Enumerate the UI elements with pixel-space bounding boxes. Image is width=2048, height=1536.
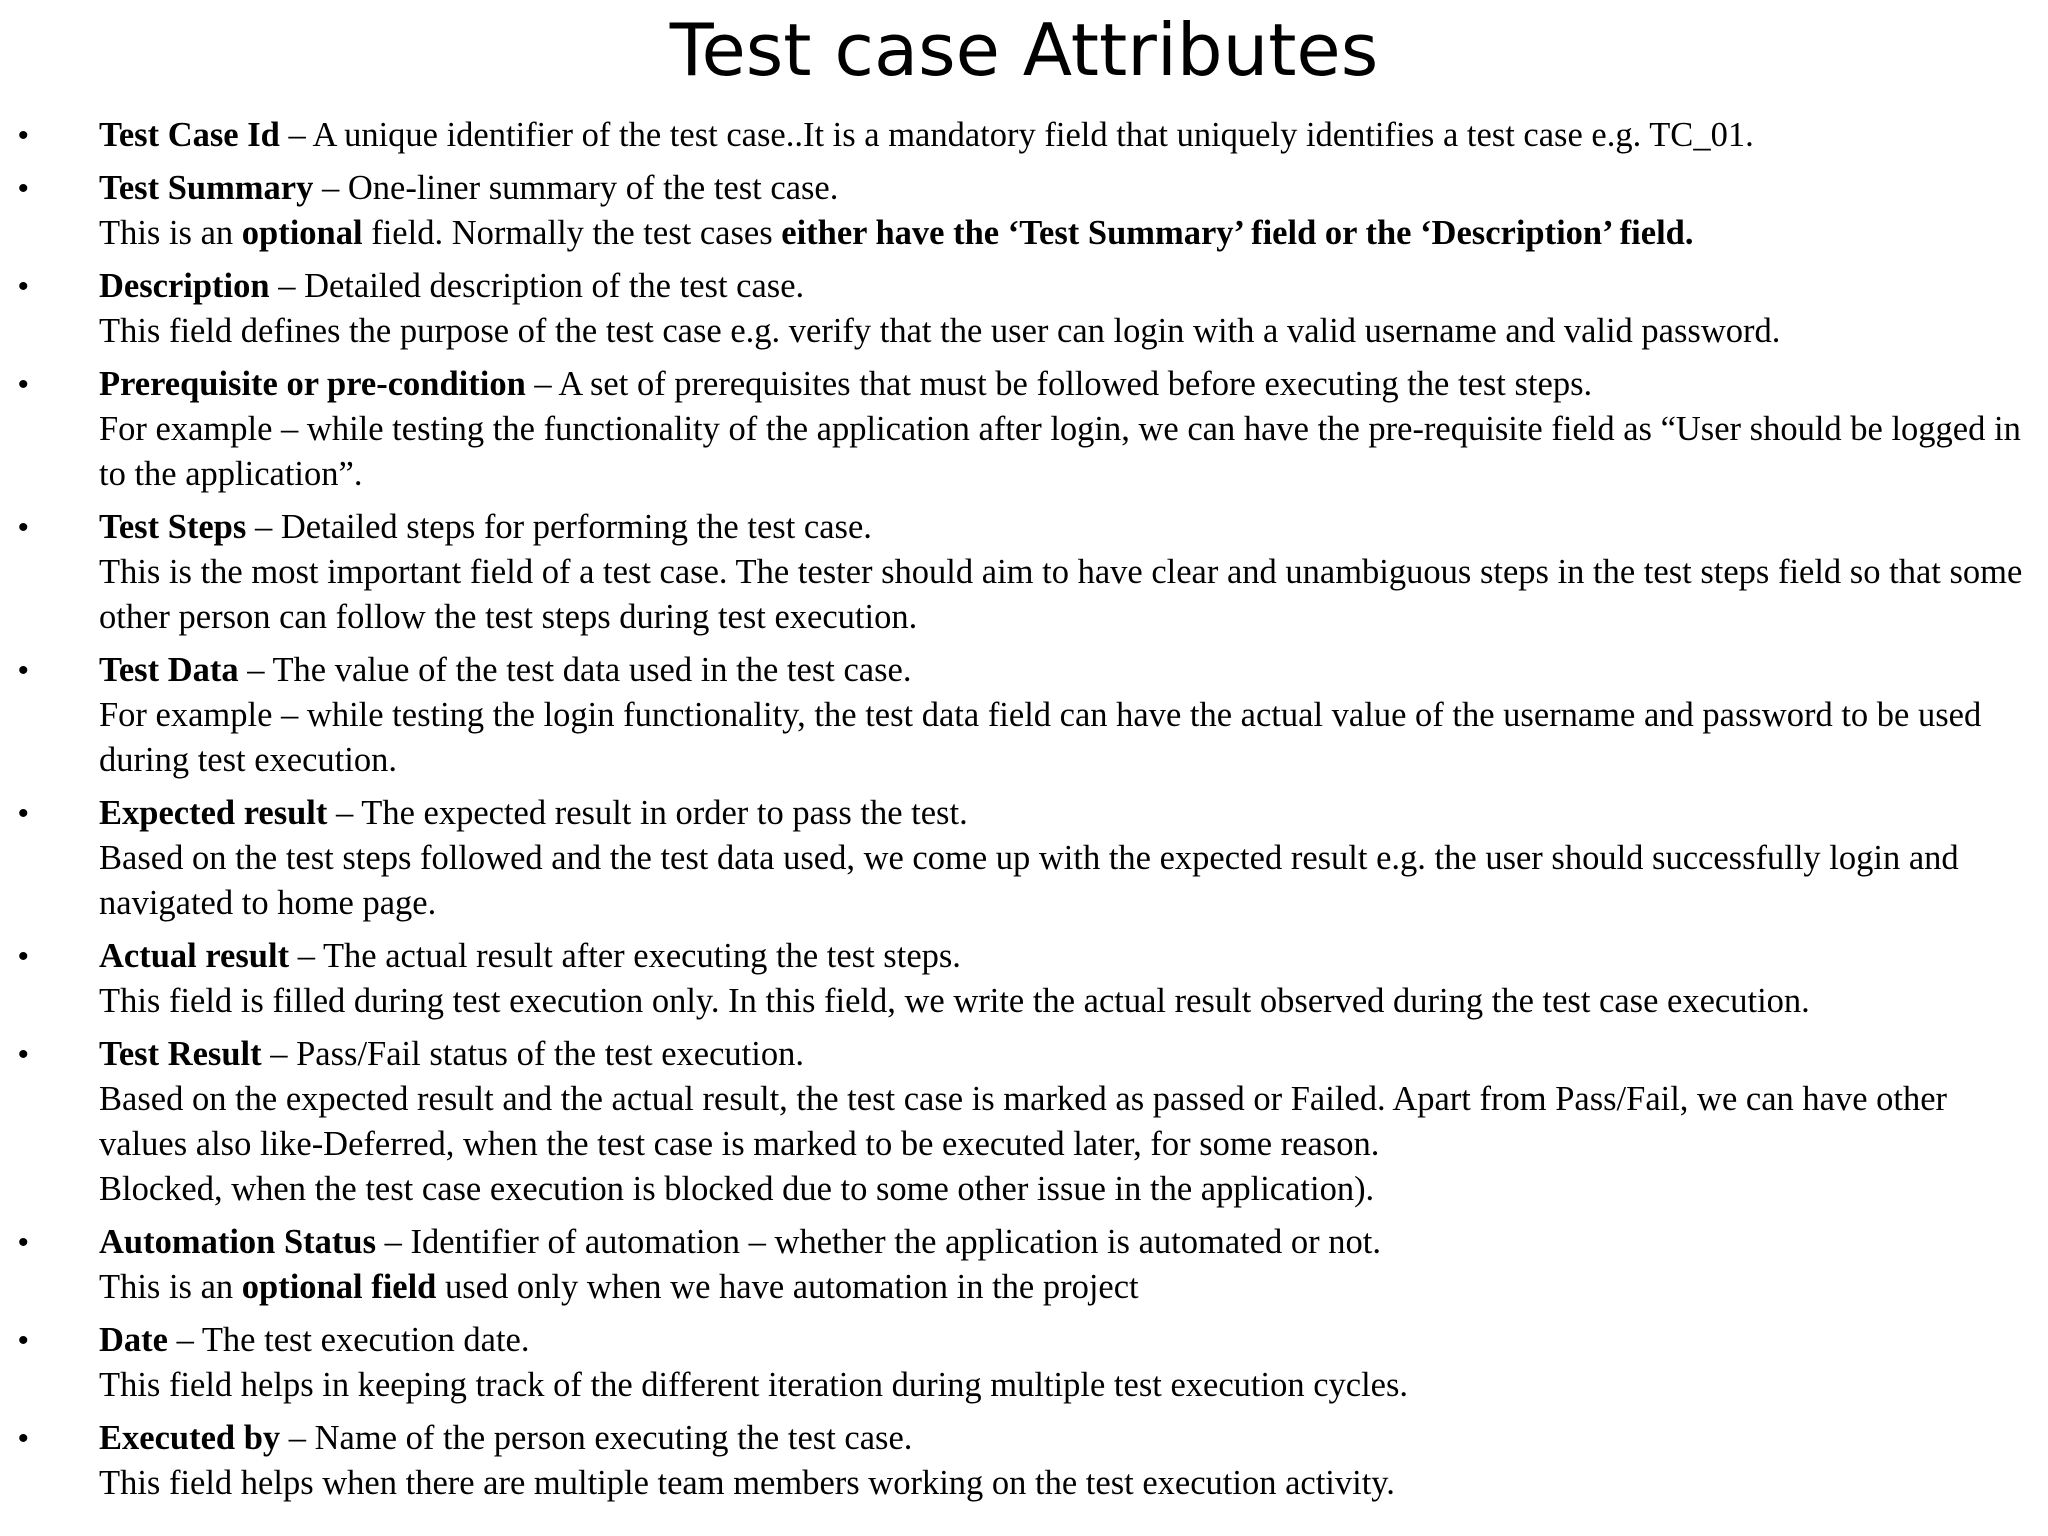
attribute-summary: – Name of the person executing the test case. — [280, 1419, 913, 1457]
bullet-icon: • — [18, 1038, 29, 1071]
detail-text: For example – while testing the login functionality, the test data field can have the actual value of the username and password to be used during test execution. — [99, 696, 1982, 779]
list-item — [0, 1416, 2048, 1506]
attribute-heading — [99, 1220, 2040, 1265]
attribute-detail — [99, 979, 2040, 1024]
attribute-detail — [99, 1363, 2040, 1408]
list-item — [0, 1220, 2048, 1310]
detail-text: used only when we have automation in the project — [436, 1268, 1139, 1306]
attribute-heading — [99, 1032, 2040, 1077]
attribute-detail — [99, 693, 2040, 783]
detail-text: For example – while testing the functionality of the application after login, we can have the pre-requisite field as “User should be logged in to the application”. — [99, 410, 2021, 493]
list-item — [0, 934, 2048, 1024]
attribute-list — [0, 113, 2048, 1514]
bullet-icon: • — [18, 119, 29, 152]
bullet-icon: • — [18, 940, 29, 973]
attribute-detail — [99, 211, 2040, 256]
attribute-detail — [99, 836, 2040, 926]
slide-title: Test case Attributes — [669, 8, 1379, 92]
list-item — [0, 362, 2048, 497]
bullet-icon: • — [18, 797, 29, 830]
attribute-heading — [99, 648, 2040, 693]
attribute-detail — [99, 1167, 2040, 1212]
detail-text: This field helps in keeping track of the different iteration during multiple test execution cycles. — [99, 1366, 1409, 1404]
bullet-icon: • — [18, 172, 29, 205]
list-item — [0, 791, 2048, 926]
list-item — [0, 648, 2048, 783]
attribute-summary: – The test execution date. — [167, 1321, 530, 1359]
detail-text: Blocked, when the test case execution is blocked due to some other issue in the application). — [99, 1170, 1375, 1208]
attribute-term: Date — [99, 1321, 168, 1359]
emphasis-text: optional field — [241, 1268, 437, 1306]
attribute-summary: – A unique identifier of the test case..It is a mandatory field that uniquely identifies a test case e.g. TC_01. — [279, 116, 1754, 154]
attribute-term: Test Case Id — [99, 116, 280, 154]
bullet-icon: • — [18, 1324, 29, 1357]
emphasis-text: either have the ‘Test Summary’ field or the ‘Description’ field. — [781, 214, 1694, 252]
attribute-summary: – Identifier of automation – whether the application is automated or not. — [376, 1223, 1381, 1261]
detail-text: This is an — [99, 214, 242, 252]
attribute-summary: – Pass/Fail status of the test execution. — [261, 1035, 804, 1073]
detail-text: This field defines the purpose of the test case e.g. verify that the user can login with a valid username and valid password. — [99, 312, 1781, 350]
attribute-heading — [99, 1318, 2040, 1363]
attribute-term: Executed by — [99, 1419, 281, 1457]
attribute-detail — [99, 550, 2040, 640]
list-item — [0, 113, 2048, 158]
attribute-term: Automation Status — [99, 1223, 376, 1261]
attribute-heading — [99, 934, 2040, 979]
detail-text: field. Normally the test cases — [362, 214, 782, 252]
attribute-detail — [99, 1077, 2040, 1167]
detail-text: This field is filled during test execution only. In this field, we write the actual result observed during the test case execution. — [99, 982, 1810, 1020]
attribute-summary: – The actual result after executing the test steps. — [289, 937, 961, 975]
attribute-term: Test Summary — [99, 169, 314, 207]
bullet-icon: • — [18, 511, 29, 544]
attribute-summary: – One-liner summary of the test case. — [313, 169, 839, 207]
detail-text: This is the most important field of a test case. The tester should aim to have clear and unambiguous steps in the test steps field so that some other person can follow the test steps during test execution. — [99, 553, 2023, 636]
attribute-summary: – The expected result in order to pass the test. — [327, 794, 968, 832]
list-item — [0, 1318, 2048, 1408]
attribute-summary: – Detailed steps for performing the test case. — [246, 508, 872, 546]
attribute-term: Test Result — [99, 1035, 262, 1073]
attribute-summary: – The value of the test data used in the test case. — [238, 651, 912, 689]
detail-text: This is an — [99, 1268, 242, 1306]
attribute-detail — [99, 1265, 2040, 1310]
attribute-term: Prerequisite or pre-condition — [99, 365, 526, 403]
attribute-heading — [99, 113, 2040, 158]
attribute-heading — [99, 791, 2040, 836]
attribute-term: Actual result — [99, 937, 290, 975]
detail-text: This field helps when there are multiple team members working on the test execution activity. — [99, 1464, 1395, 1502]
attribute-detail — [99, 407, 2040, 497]
attribute-term: Expected result — [99, 794, 328, 832]
attribute-term: Test Steps — [99, 508, 247, 546]
bullet-icon: • — [18, 1422, 29, 1455]
detail-text: Based on the test steps followed and the test data used, we come up with the expected result e.g. the user should successfully login and navigated to home page. — [99, 839, 1959, 922]
attribute-detail — [99, 1461, 2040, 1506]
attribute-summary: – A set of prerequisites that must be followed before executing the test steps. — [525, 365, 1593, 403]
attribute-summary: – Detailed description of the test case. — [269, 267, 805, 305]
detail-text: Based on the expected result and the actual result, the test case is marked as passed or Failed. Apart from Pass/Fail, we can have other values also like-Deferred, when the test case is marked to be executed later, for some reason. — [99, 1080, 1948, 1163]
attribute-detail — [99, 309, 2040, 354]
attribute-heading — [99, 505, 2040, 550]
list-item — [0, 264, 2048, 354]
bullet-icon: • — [18, 270, 29, 303]
attribute-heading — [99, 264, 2040, 309]
bullet-icon: • — [18, 1226, 29, 1259]
list-item — [0, 505, 2048, 640]
attribute-heading — [99, 362, 2040, 407]
bullet-icon: • — [18, 654, 29, 687]
attribute-term: Description — [99, 267, 270, 305]
list-item — [0, 166, 2048, 256]
list-item — [0, 1032, 2048, 1212]
bullet-icon: • — [18, 368, 29, 401]
attribute-heading — [99, 1416, 2040, 1461]
attribute-heading — [99, 166, 2040, 211]
emphasis-text: optional — [241, 214, 363, 252]
attribute-term: Test Data — [99, 651, 239, 689]
